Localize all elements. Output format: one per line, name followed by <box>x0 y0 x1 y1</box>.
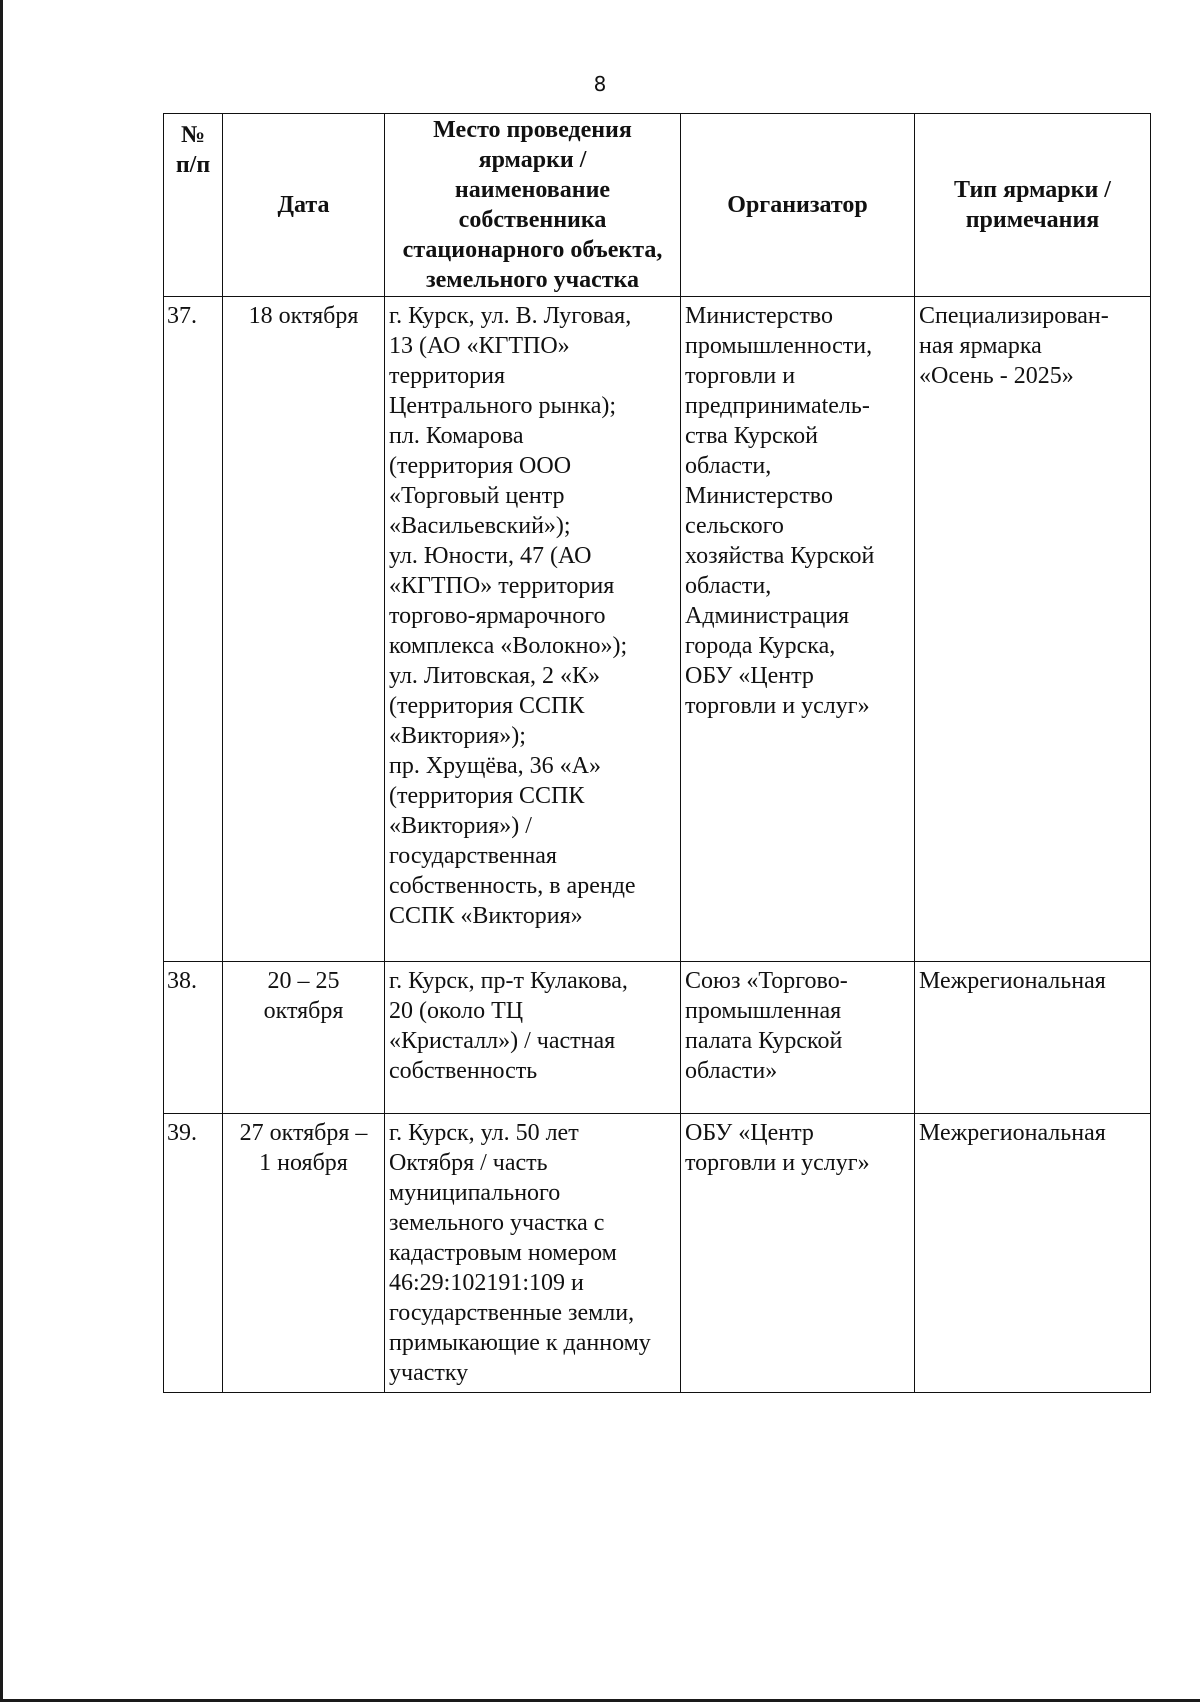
place-line: комплекса «Волокно»); <box>389 633 628 659</box>
place-line: г. Курск, пр-т Кулакова, <box>389 968 628 994</box>
place-line: пл. Комарова <box>389 423 524 449</box>
header-type-line: примечания <box>965 207 1100 233</box>
place-line: 13 (АО «КГТПО» <box>389 333 570 359</box>
scan-edge-left <box>0 0 3 1702</box>
organizer-line: ства Курской <box>685 423 818 449</box>
place-line: «Торговый центр <box>389 483 565 509</box>
place-line: «Кристалл») / частная <box>389 1028 616 1054</box>
row-number: 39. <box>164 1114 223 1393</box>
place-line: г. Курск, ул. В. Луговая, <box>389 303 632 329</box>
header-type-line: Тип ярмарки / <box>954 177 1111 203</box>
organizer-line: торговли и <box>685 363 796 389</box>
organizer-line: ОБУ «Центр <box>685 1120 814 1146</box>
place-line: государственная <box>389 843 557 869</box>
header-num-line: № <box>180 122 206 148</box>
place-line: «КГТПО» территория <box>389 573 615 599</box>
place-line: г. Курск, ул. 50 лет <box>389 1120 579 1146</box>
organizer-line: Администрация <box>685 603 850 629</box>
date-line: октября <box>263 998 344 1024</box>
row-place <box>385 962 681 1114</box>
place-line: торгово-ярмарочного <box>389 603 606 629</box>
header-num-line: п/п <box>175 152 211 178</box>
place-line: кадастровым номером <box>389 1240 617 1266</box>
row-date <box>223 1114 385 1393</box>
row-number: 38. <box>164 962 223 1114</box>
type-line: «Осень - 2025» <box>919 363 1074 389</box>
organizer-line: Союз «Торгово- <box>685 968 848 994</box>
date-line: 27 октября – <box>239 1120 368 1146</box>
type-line: Межрегиональная <box>919 1120 1106 1146</box>
header-place-line: собственника <box>458 207 607 233</box>
row-number: 37. <box>164 297 223 962</box>
place-line: «Виктория») / <box>389 813 532 839</box>
row-type <box>915 962 1151 1114</box>
row-organizer <box>681 297 915 962</box>
organizer-line: Министерство <box>685 483 833 509</box>
header-place-line: стационарного объекта, <box>402 237 663 263</box>
header-num <box>164 114 223 297</box>
header-place-line: Место проведения <box>433 117 632 143</box>
organizer-line: предпринимatель- <box>685 393 870 419</box>
type-line: Специализирован- <box>919 303 1109 329</box>
place-line: собственность, в аренде <box>389 873 636 899</box>
type-line: ная ярмарка <box>919 333 1042 359</box>
place-line: участку <box>389 1360 469 1386</box>
organizer-line: торговли и услуг» <box>685 693 870 719</box>
organizer-line: области, <box>685 573 772 599</box>
organizer-line: хозяйства Курской <box>685 543 875 569</box>
date-line: 18 октября <box>248 303 359 329</box>
table-row <box>164 962 1151 1114</box>
organizer-line: города Курска, <box>685 633 836 659</box>
header-place-line: наименование <box>454 177 611 203</box>
place-line: Центрального рынка); <box>389 393 617 419</box>
place-line: (территория ООО <box>389 453 572 479</box>
organizer-line: промышленная <box>685 998 842 1024</box>
organizer-line: области, <box>685 453 772 479</box>
table-header-row <box>164 114 1151 297</box>
organizer-line: промышленности, <box>685 333 873 359</box>
row-date <box>223 297 385 962</box>
row-place <box>385 1114 681 1393</box>
organizer-line: Министерство <box>685 303 833 329</box>
page-number: 8 <box>593 72 607 96</box>
place-line: муниципального <box>389 1180 561 1206</box>
header-place-line: ярмарки / <box>478 147 587 173</box>
date-line: 20 – 25 <box>267 968 340 994</box>
organizer-line: торговли и услуг» <box>685 1150 870 1176</box>
organizer-line: области» <box>685 1058 778 1084</box>
place-line: пр. Хрущёва, 36 «А» <box>389 753 601 779</box>
row-type <box>915 297 1151 962</box>
place-line: «Васильевский»); <box>389 513 571 539</box>
organizer-line: палата Курской <box>685 1028 843 1054</box>
row-organizer <box>681 962 915 1114</box>
fairs-table <box>163 113 1151 1393</box>
place-line: ул. Литовская, 2 «К» <box>389 663 601 689</box>
row-organizer <box>681 1114 915 1393</box>
place-line: (территория ССПК <box>389 693 585 719</box>
table-row <box>164 1114 1151 1393</box>
row-date <box>223 962 385 1114</box>
organizer-line: ОБУ «Центр <box>685 663 814 689</box>
place-line: 46:29:102191:109 и <box>389 1270 584 1296</box>
place-line: (территория ССПК <box>389 783 585 809</box>
place-line: примыкающие к данному <box>389 1330 651 1356</box>
header-organizer: Организатор <box>681 114 915 297</box>
place-line: «Виктория»); <box>389 723 526 749</box>
organizer-line: сельского <box>685 513 784 539</box>
date-line: 1 ноября <box>259 1150 348 1176</box>
place-line: ССПК «Виктория» <box>389 903 583 929</box>
type-line: Межрегиональная <box>919 968 1106 994</box>
row-type <box>915 1114 1151 1393</box>
place-line: 20 (около ТЦ <box>389 998 524 1024</box>
header-type <box>915 114 1151 297</box>
place-line: государственные земли, <box>389 1300 635 1326</box>
place-line: ул. Юности, 47 (АО <box>389 543 592 569</box>
header-date: Дата <box>223 114 385 297</box>
place-line: территория <box>389 363 506 389</box>
row-place <box>385 297 681 962</box>
place-line: земельного участка с <box>389 1210 605 1236</box>
table-row <box>164 297 1151 962</box>
header-place <box>385 114 681 297</box>
header-place-line: земельного участка <box>425 267 640 293</box>
place-line: Октября / часть <box>389 1150 548 1176</box>
place-line: собственность <box>389 1058 538 1084</box>
